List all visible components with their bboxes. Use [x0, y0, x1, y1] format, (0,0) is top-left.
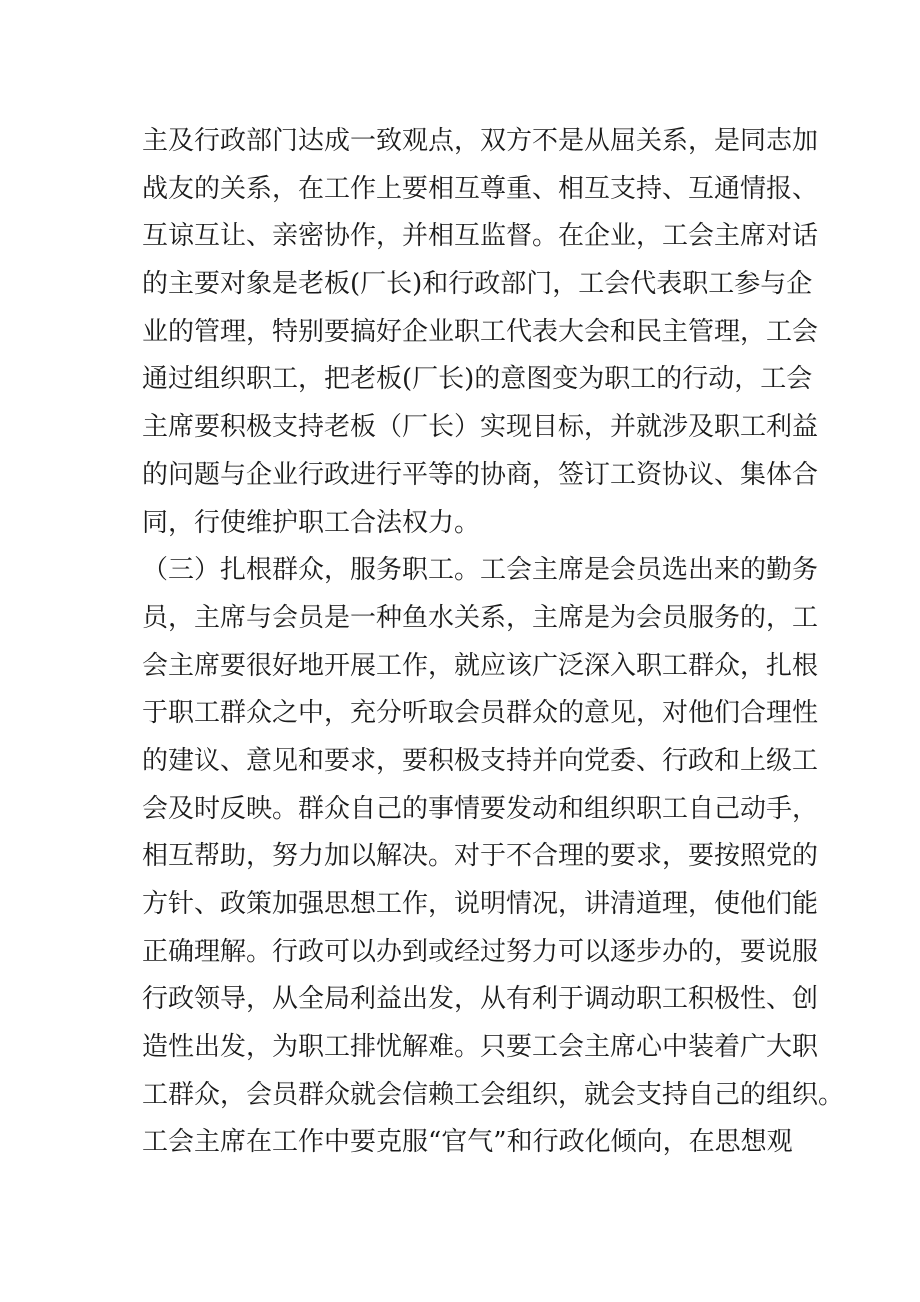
text-line: 主席要积极支持老板（厂长）实现目标，并就涉及职工利益	[142, 412, 819, 443]
text-line: 方针、政策加强思想工作，说明情况，讲清道理，使他们能	[142, 889, 819, 919]
text-line: 行政领导，从全局利益出发，从有利于调动职工积极性、创	[142, 984, 819, 1015]
text-line: 通过组织职工，把老板(厂长)的意图变为职工的行动，工会	[142, 364, 813, 395]
text-line: 会及时反映。群众自己的事情要发动和组织职工自己动手，	[142, 793, 819, 824]
text-line: 的建议、意见和要求，要积极支持并向党委、行政和上级工	[142, 745, 819, 776]
text-line: （三）扎根群众，服务职工。工会主席是会员选出来的勤务	[142, 555, 819, 586]
text-line: 正确理解。行政可以办到或经过努力可以逐步办的，要说服	[142, 936, 819, 967]
text-line: 的问题与企业行政进行平等的协商，签订工资协议、集体合	[142, 459, 819, 490]
text-line: 主及行政部门达成一致观点，双方不是从屈关系，是同志加	[142, 126, 819, 156]
text-line: 会主席要很好地开展工作，就应该广泛深入职工群众，扎根	[142, 650, 819, 681]
text-line: 业的管理，特别要搞好企业职工代表大会和民主管理，工会	[142, 316, 819, 347]
text-line: 工会主席在工作中要克服“官气”和行政化倾向，在思想观	[142, 1127, 793, 1158]
text-line: 工群众，会员群众就会信赖工会组织，就会支持自己的组织。	[142, 1079, 845, 1110]
text-line: 的主要对象是老板(厂长)和行政部门，工会代表职工参与企	[142, 269, 813, 300]
body-text	[142, 118, 845, 1167]
text-line: 战友的关系，在工作上要相互尊重、相互支持、互通情报、	[142, 173, 819, 204]
text-line: 同，行使维护职工合法权力。	[142, 507, 481, 538]
text-line: 互谅互让、亲密协作，并相互监督。在企业，工会主席对话	[142, 221, 819, 252]
text-line: 员，主席与会员是一种鱼水关系，主席是为会员服务的，工	[142, 602, 819, 633]
text-line: 于职工群众之中，充分听取会员群众的意见，对他们合理性	[142, 698, 819, 729]
text-line: 相互帮助，努力加以解决。对于不合理的要求，要按照党的	[142, 841, 819, 872]
text-line: 造性出发，为职工排忧解难。只要工会主席心中装着广大职	[142, 1032, 819, 1063]
